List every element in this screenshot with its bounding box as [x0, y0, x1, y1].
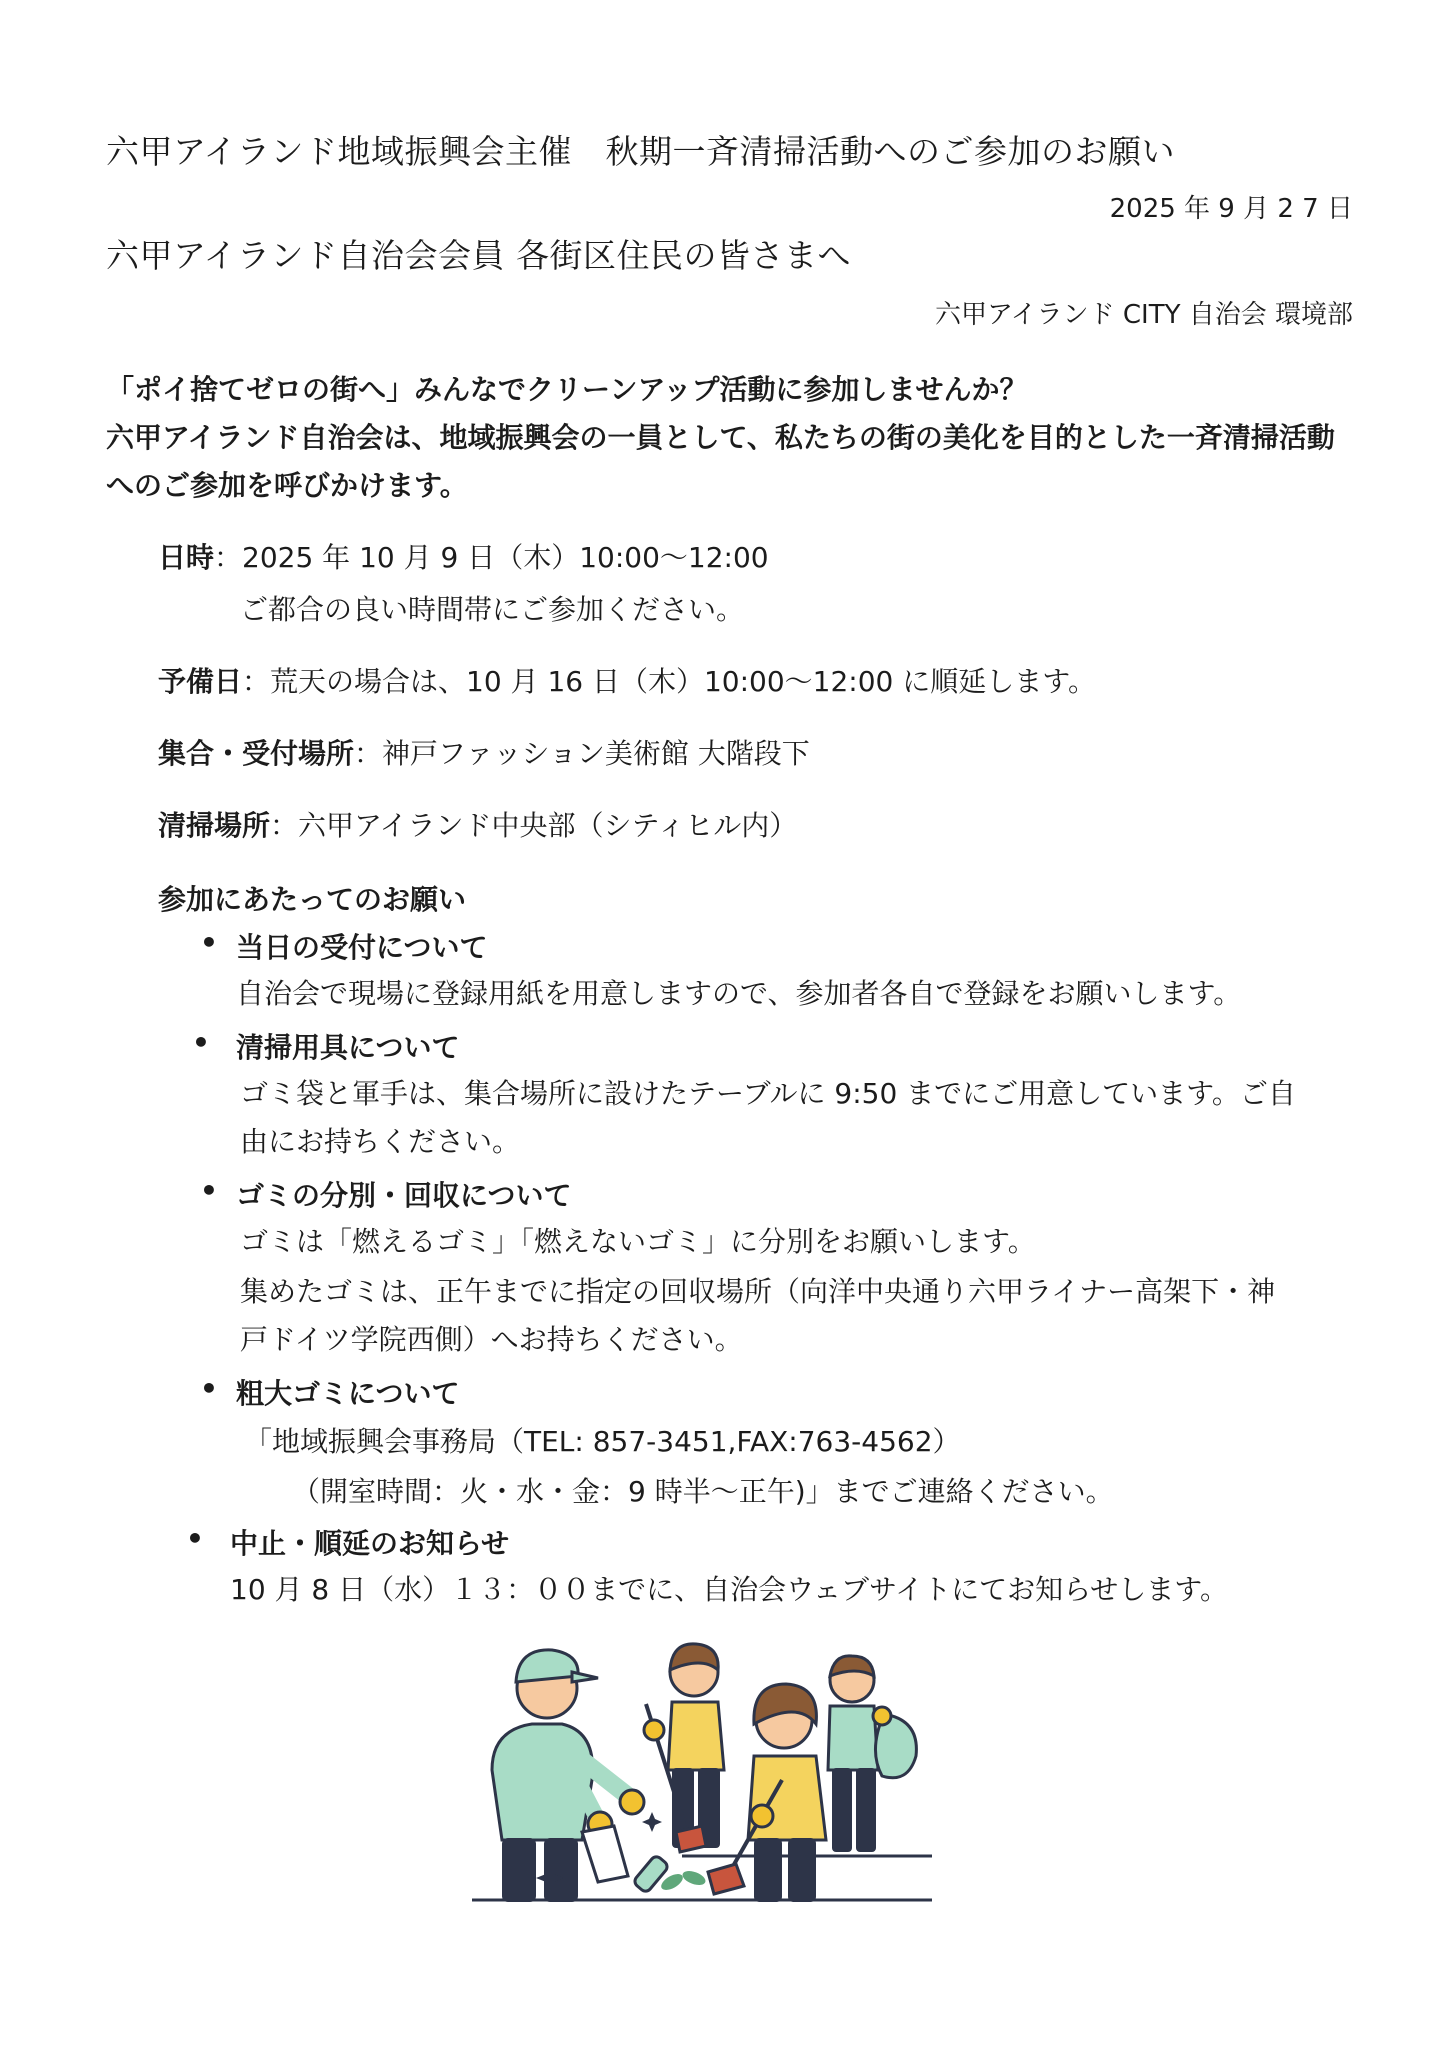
bullet-dot: • [200, 1372, 218, 1405]
request-item-title: 粗大ゴミについて [236, 1377, 460, 1410]
page-title: 六甲アイランド地域振興会主催 秋期一斉清掃活動へのご参加のお願い [106, 132, 1176, 171]
request-item-line: 戸ドイツ学院西側）へお持ちください。 [240, 1323, 743, 1356]
woman-with-broom-figure [708, 1684, 826, 1902]
meeting-row [158, 732, 810, 772]
reserve-row [158, 660, 1096, 700]
request-item-line: ゴミ袋と軍手は、集合場所に設けたテーブルに 9:50 までにご用意しています。ご自 [240, 1077, 1296, 1110]
intro-line-1: 「ポイ捨てゼロの街へ」みんなでクリーンアップ活動に参加しませんか？ [106, 373, 1028, 406]
request-item-title: 清掃用具について [236, 1031, 460, 1064]
request-item-line: 由にお持ちください。 [240, 1125, 521, 1158]
datetime-label: 日時 [158, 541, 215, 574]
request-item-line: ゴミは「燃えるゴミ」「燃えないゴミ」に分別をお願いします。 [240, 1225, 1036, 1258]
meeting-value: ：神戸ファッション美術館 大階段下 [354, 737, 810, 770]
request-item-title: 当日の受付について [236, 931, 488, 964]
request-item-title: ゴミの分別・回収について [236, 1179, 572, 1212]
reserve-label: 予備日 [158, 665, 243, 698]
boy-with-bag-figure [828, 1656, 916, 1852]
request-item-line: 10 月 8 日（水）１３：００までに、自治会ウェブサイトにてお知らせします。 [230, 1573, 1228, 1606]
reserve-value: ：荒天の場合は、10 月 16 日（木）10:00〜12:00 に順延します。 [242, 665, 1097, 698]
meeting-label: 集合・受付場所 [158, 737, 355, 770]
intro-paragraph [106, 366, 1356, 510]
datetime-note: ご都合の良い時間帯にご参加ください。 [240, 593, 745, 626]
request-item-line: 「地域振興会事務局（TEL: 857-3451,FAX:763-4562） [244, 1425, 961, 1458]
requests-heading: 参加にあたってのお願い [158, 883, 467, 916]
cleanup-illustration [432, 1620, 952, 1920]
intro-line-2: 六甲アイランド自治会は、地域振興会の一員として、私たちの街の美化を目的とした一斉清掃活動へのご参加を呼びかけます。 [106, 421, 1335, 502]
bullet-dot: • [186, 1522, 204, 1555]
bullet-dot: • [200, 926, 218, 959]
area-row [158, 804, 797, 844]
request-item-title: 中止・順延のお知らせ [230, 1527, 510, 1560]
request-item-line: （開室時間：火・水・金：9 時半〜正午)」までご連絡ください。 [292, 1475, 1114, 1508]
bullet-dot: • [200, 1174, 218, 1207]
request-item-line: 集めたゴミは、正午までに指定の回収場所（向洋中央通り六甲ライナー高架下・神 [240, 1275, 1276, 1308]
request-item-line: 自治会で現場に登録用紙を用意しますので、参加者各自で登録をお願いします。 [236, 977, 1242, 1010]
man-with-cap-figure [492, 1650, 669, 1902]
datetime-value: ：2025 年 10 月 9 日（木）10:00〜12:00 [214, 541, 769, 574]
area-value: ：六甲アイランド中央部（シティヒル内） [270, 809, 798, 842]
sender: 六甲アイランド CITY 自治会 環境部 [934, 300, 1353, 330]
document-date: 2025 年 9 月 2 7 日 [1109, 194, 1353, 224]
datetime-row [158, 536, 769, 576]
area-label: 清掃場所 [158, 809, 271, 842]
bullet-dot: • [192, 1026, 210, 1059]
addressee: 六甲アイランド自治会会員 各街区住民の皆さまへ [106, 236, 852, 275]
